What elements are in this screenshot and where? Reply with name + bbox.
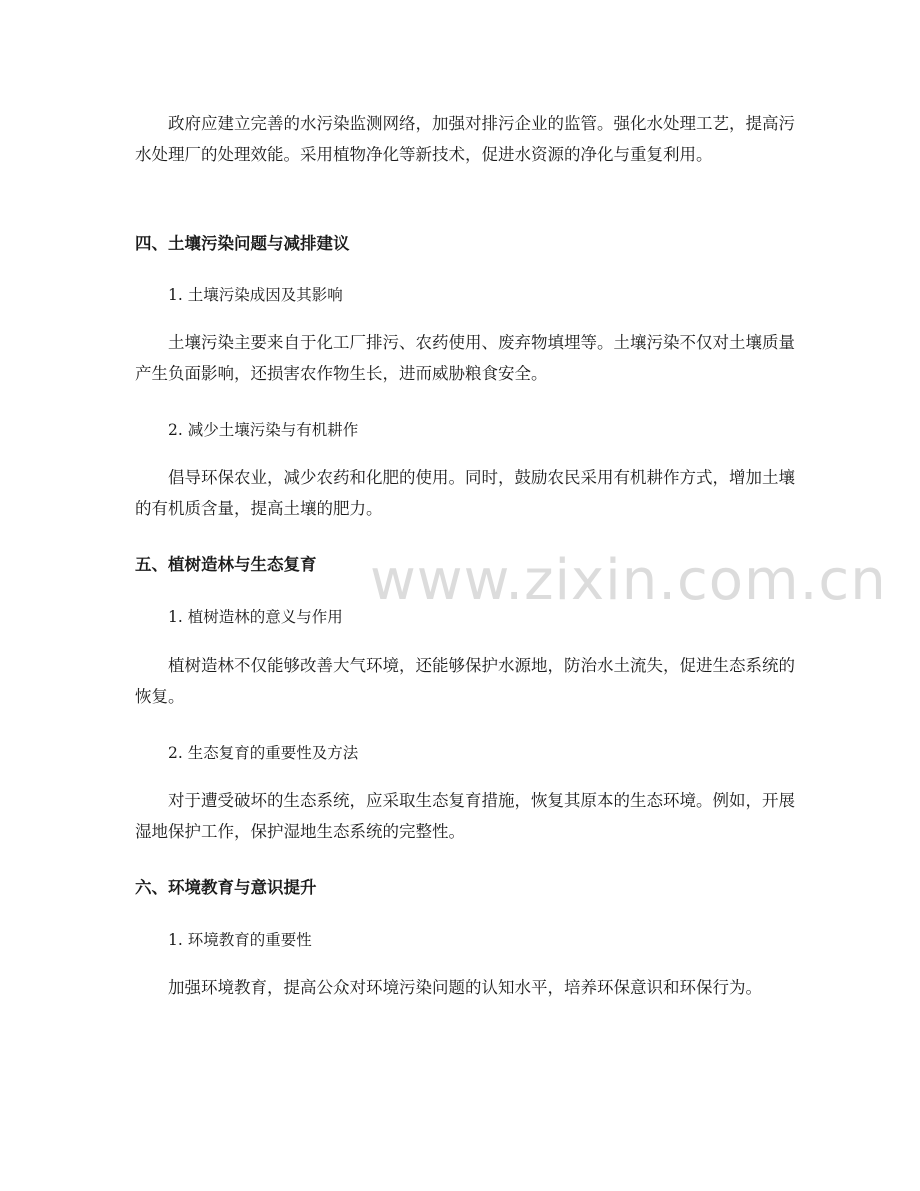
- paragraph-education: 加强环境教育，提高公众对环境污染问题的认知水平，培养环保意识和环保行为。: [168, 978, 762, 997]
- section-heading-education: 六、环境教育与意识提升: [135, 878, 317, 897]
- paragraph-ecological-restoration: 对于遭受破坏的生态系统，应采取生态复育措施，恢复其原本的生态环境。例如，开展湿地保护工作，保护湿地生态系统的完整性。: [135, 791, 795, 841]
- section-heading-soil: 四、土壤污染问题与减排建议: [135, 234, 350, 253]
- section-heading-afforestation: 五、植树造林与生态复育: [135, 555, 317, 574]
- subheading-ecological-restoration: 2. 生态复育的重要性及方法: [168, 744, 359, 762]
- subheading-soil-causes: 1. 土壤污染成因及其影响: [168, 286, 343, 304]
- paragraph-organic-farming: 倡导环保农业，减少农药和化肥的使用。同时，鼓励农民采用有机耕作方式，增加土壤的有机质含量，提高土壤的肥力。: [135, 468, 795, 518]
- paragraph-soil-causes: 土壤污染主要来自于化工厂排污、农药使用、废弃物填埋等。土壤污染不仅对土壤质量产生负面影响，还损害农作物生长，进而威胁粮食安全。: [135, 333, 795, 383]
- paragraph-water-monitoring: 政府应建立完善的水污染监测网络，加强对排污企业的监管。强化水处理工艺，提高污水处理厂的处理效能。采用植物净化等新技术，促进水资源的净化与重复利用。: [135, 114, 795, 164]
- paragraph-afforestation: 植树造林不仅能够改善大气环境，还能够保护水源地，防治水土流失，促进生态系统的恢复。: [135, 656, 795, 706]
- watermark: www.zixin.com.cn: [370, 548, 887, 613]
- subheading-education-importance: 1. 环境教育的重要性: [168, 931, 312, 949]
- subheading-afforestation-meaning: 1. 植树造林的意义与作用: [168, 608, 343, 626]
- subheading-organic-farming: 2. 减少土壤污染与有机耕作: [168, 421, 359, 439]
